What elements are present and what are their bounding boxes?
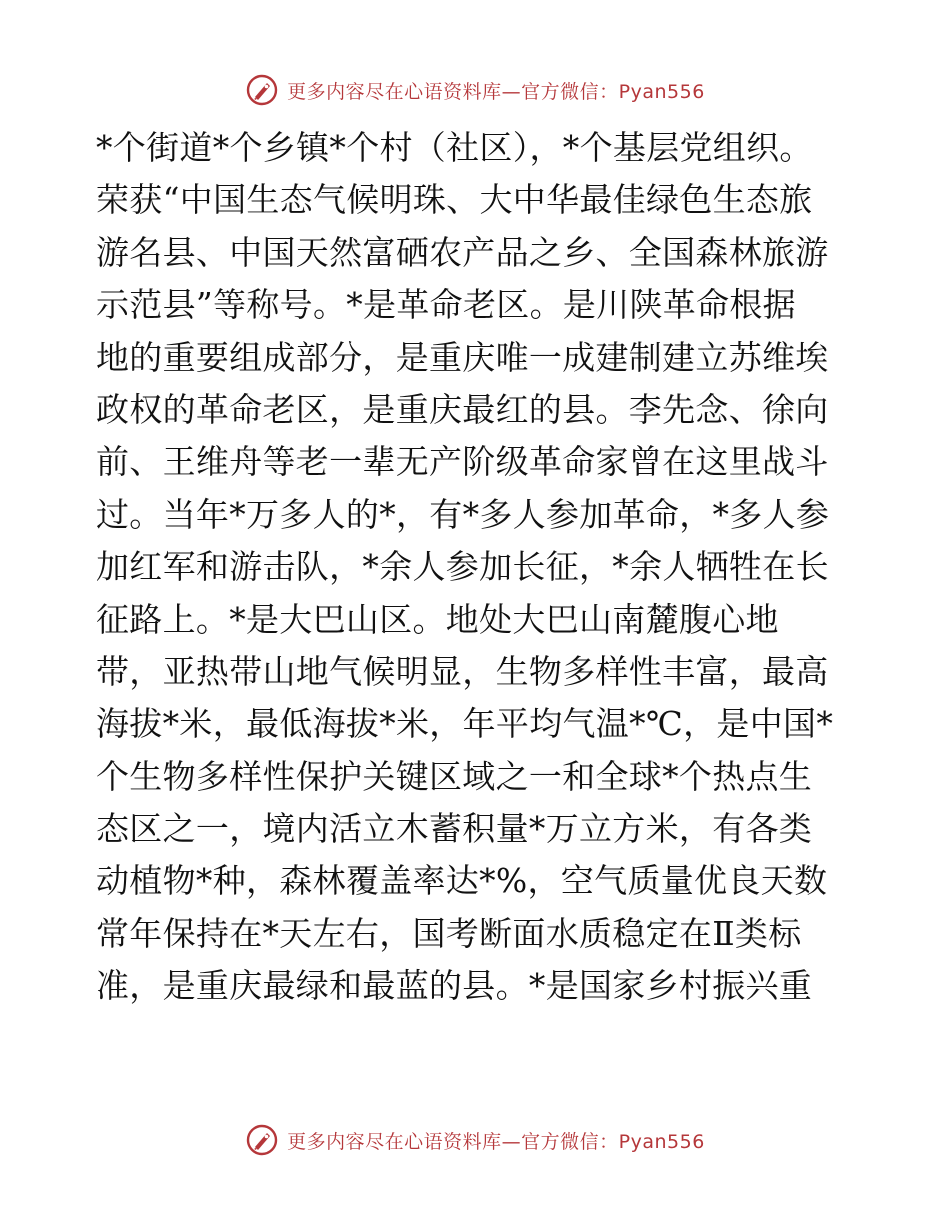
text-line: 带，亚热带山地气候明显，生物多样性丰富，最高 bbox=[96, 651, 829, 691]
text-line: 常年保持在*天左右，国考断面水质稳定在Ⅱ类标 bbox=[96, 913, 802, 953]
text-line: 荣获“中国生态气候明珠、大中华最佳绿色生态旅 bbox=[96, 180, 813, 220]
text-line: 政权的革命老区，是重庆最红的县。李先念、徐向 bbox=[96, 389, 829, 429]
text-line: 过。当年*万多人的*，有*多人参加革命，*多人参 bbox=[96, 494, 830, 534]
text-line: 海拔*米，最低海拔*米，年平均气温*℃，是中国* bbox=[96, 704, 834, 744]
text-line: 个生物多样性保护关键区域之一和全球*个热点生 bbox=[96, 756, 813, 796]
text-line: 态区之一，境内活立木蓄积量*万立方米，有各类 bbox=[96, 809, 813, 849]
watermark-text: 更多内容尽在心语资料库—官方微信：Pyan556 bbox=[287, 80, 705, 103]
text-line: 征路上。*是大巴山区。地处大巴山南麓腹心地 bbox=[96, 599, 779, 639]
pen-nib-logo-icon bbox=[245, 1123, 279, 1157]
watermark-text: 更多内容尽在心语资料库—官方微信：Pyan556 bbox=[287, 1130, 705, 1153]
footer-watermark bbox=[0, 1120, 950, 1160]
text-line: 游名县、中国天然富硒农产品之乡、全国森林旅游 bbox=[96, 232, 829, 272]
text-line: 前、王维舟等老一辈无产阶级革命家曾在这里战斗 bbox=[96, 442, 829, 482]
pen-nib-logo-icon bbox=[245, 73, 279, 107]
text-line: 示范县”等称号。*是革命老区。是川陕革命根据 bbox=[96, 285, 796, 325]
text-line: 地的重要组成部分，是重庆唯一成建制建立苏维埃 bbox=[96, 337, 829, 377]
text-line: 加红军和游击队，*余人参加长征，*余人牺牲在长 bbox=[96, 547, 829, 587]
text-line: 准，是重庆最绿和最蓝的县。*是国家乡村振兴重 bbox=[96, 966, 813, 1006]
text-line: 动植物*种，森林覆盖率达*%，空气质量优良天数 bbox=[96, 861, 828, 901]
header-watermark bbox=[0, 70, 950, 110]
document-body bbox=[96, 122, 866, 1013]
text-line: *个街道*个乡镇*个村（社区），*个基层党组织。 bbox=[96, 128, 813, 167]
